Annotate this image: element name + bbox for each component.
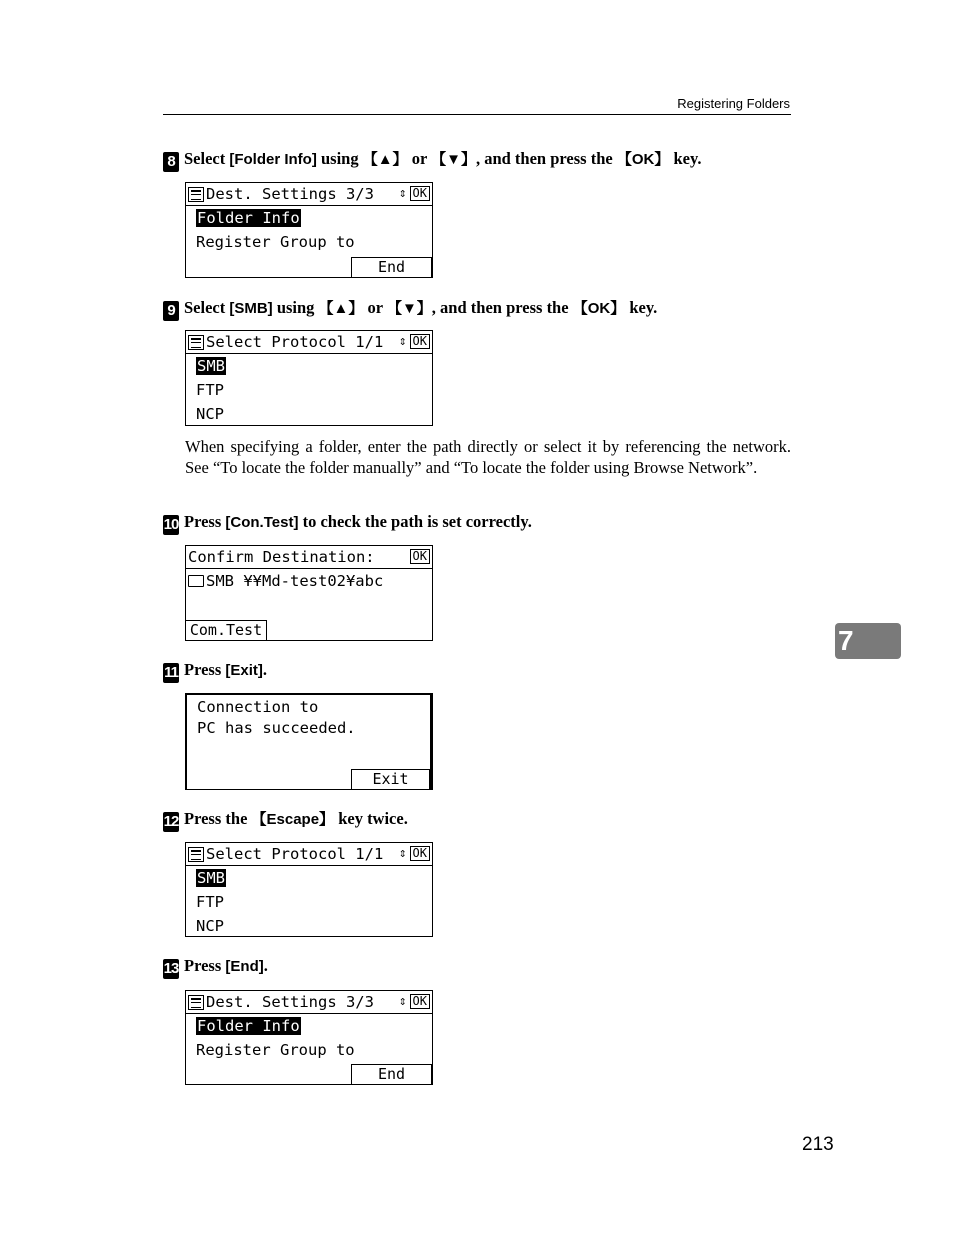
up-down-icon: ⇕	[398, 846, 407, 861]
lcd-title-bar: Dest. Settings 3/3 ⇕ OK	[186, 991, 432, 1014]
menu-item-smb[interactable]: SMB	[197, 869, 225, 887]
chapter-tab: 7	[835, 623, 901, 659]
lcd-title-bar: Select Protocol 1/1 ⇕ OK	[186, 843, 432, 866]
ok-icon: OK	[410, 186, 430, 201]
menu-item-smb[interactable]: SMB	[197, 357, 225, 375]
lcd-confirm-destination	[185, 545, 433, 641]
step-11: 11 Press [Exit].	[164, 660, 268, 681]
lcd-title-bar: Confirm Destination: OK	[186, 546, 432, 569]
com-test-button[interactable]: Com.Test	[186, 620, 267, 640]
running-header: Registering Folders	[677, 96, 790, 111]
menu-item-ncp[interactable]: NCP	[196, 405, 224, 423]
menu-icon	[188, 335, 204, 350]
menu-item-folder-info[interactable]: Folder Info	[197, 209, 300, 227]
step-number: 11	[164, 664, 178, 681]
menu-item-ncp[interactable]: NCP	[196, 917, 224, 935]
up-down-icon: ⇕	[398, 186, 407, 201]
step-10: 10 Press [Con.Test] to check the path is set correctly.	[163, 512, 532, 533]
key-con-test: [Con.Test]	[225, 514, 299, 531]
page-number: 213	[802, 1134, 834, 1155]
step-number: 10	[163, 516, 179, 533]
menu-item-folder-info[interactable]: Folder Info	[197, 1017, 300, 1035]
exit-button[interactable]: Exit	[351, 769, 430, 789]
header-rule	[163, 114, 791, 115]
ok-icon: OK	[410, 334, 430, 349]
menu-item-register-group[interactable]: Register Group to	[196, 233, 355, 251]
lcd-select-protocol	[185, 330, 433, 426]
menu-item-ftp[interactable]: FTP	[196, 381, 224, 399]
key-up: 【▲】	[362, 151, 408, 168]
message-line-2: PC has succeeded.	[197, 719, 356, 737]
key-exit: [Exit]	[225, 662, 263, 679]
up-down-icon: ⇕	[398, 334, 407, 349]
key-down: 【▼】	[431, 151, 476, 168]
key-end: [End]	[225, 958, 264, 975]
menu-icon	[188, 995, 204, 1010]
lcd-title-bar: Select Protocol 1/1 ⇕ OK	[186, 331, 432, 354]
step-13: 13 Press [End].	[163, 956, 268, 977]
menu-icon	[188, 187, 204, 202]
step-8: 8 Select [Folder Info] using 【▲】 or 【▼】, and then press the 【OK】 key.	[163, 148, 701, 172]
destination-path: SMB ¥¥Md-test02¥abc	[206, 572, 384, 590]
ok-icon: OK	[410, 994, 430, 1009]
key-smb: [SMB]	[229, 300, 273, 317]
step-9: 9 Select [SMB] using 【▲】 or 【▼】, and then press the 【OK】 key.	[163, 297, 657, 321]
step-12: 12 Press the 【Escape】 key twice.	[163, 809, 408, 830]
key-escape: 【Escape】	[251, 811, 335, 828]
step-number: 9	[163, 301, 179, 321]
folder-icon	[188, 575, 204, 587]
step-number: 12	[163, 813, 179, 830]
ok-icon: OK	[410, 846, 430, 861]
key-ok: 【OK】	[572, 300, 626, 317]
lcd-connection-result	[185, 693, 433, 790]
key-down: 【▼】	[386, 300, 432, 317]
end-button[interactable]: End	[351, 257, 432, 277]
key-up: 【▲】	[318, 300, 364, 317]
key-folder-info: [Folder Info]	[229, 151, 317, 168]
up-down-icon: ⇕	[398, 994, 407, 1009]
note-paragraph: When specifying a folder, enter the path directly or select it by referencing the network. See “To locate the folder manually” and “To locate the folder using Browse Network”.	[185, 437, 791, 477]
message-line-1: Connection to	[197, 698, 319, 716]
menu-item-register-group[interactable]: Register Group to	[196, 1041, 355, 1059]
step-number: 8	[163, 152, 179, 172]
menu-icon	[188, 847, 204, 862]
menu-item-ftp[interactable]: FTP	[196, 893, 224, 911]
lcd-dest-settings-2	[185, 990, 433, 1085]
lcd-title-bar: Dest. Settings 3/3 ⇕ OK	[186, 183, 432, 206]
key-ok: 【OK】	[616, 151, 670, 168]
lcd-select-protocol-2	[185, 842, 433, 937]
ok-icon: OK	[410, 549, 430, 564]
lcd-dest-settings	[185, 182, 433, 278]
step-number: 13	[163, 960, 179, 977]
end-button[interactable]: End	[351, 1064, 432, 1084]
